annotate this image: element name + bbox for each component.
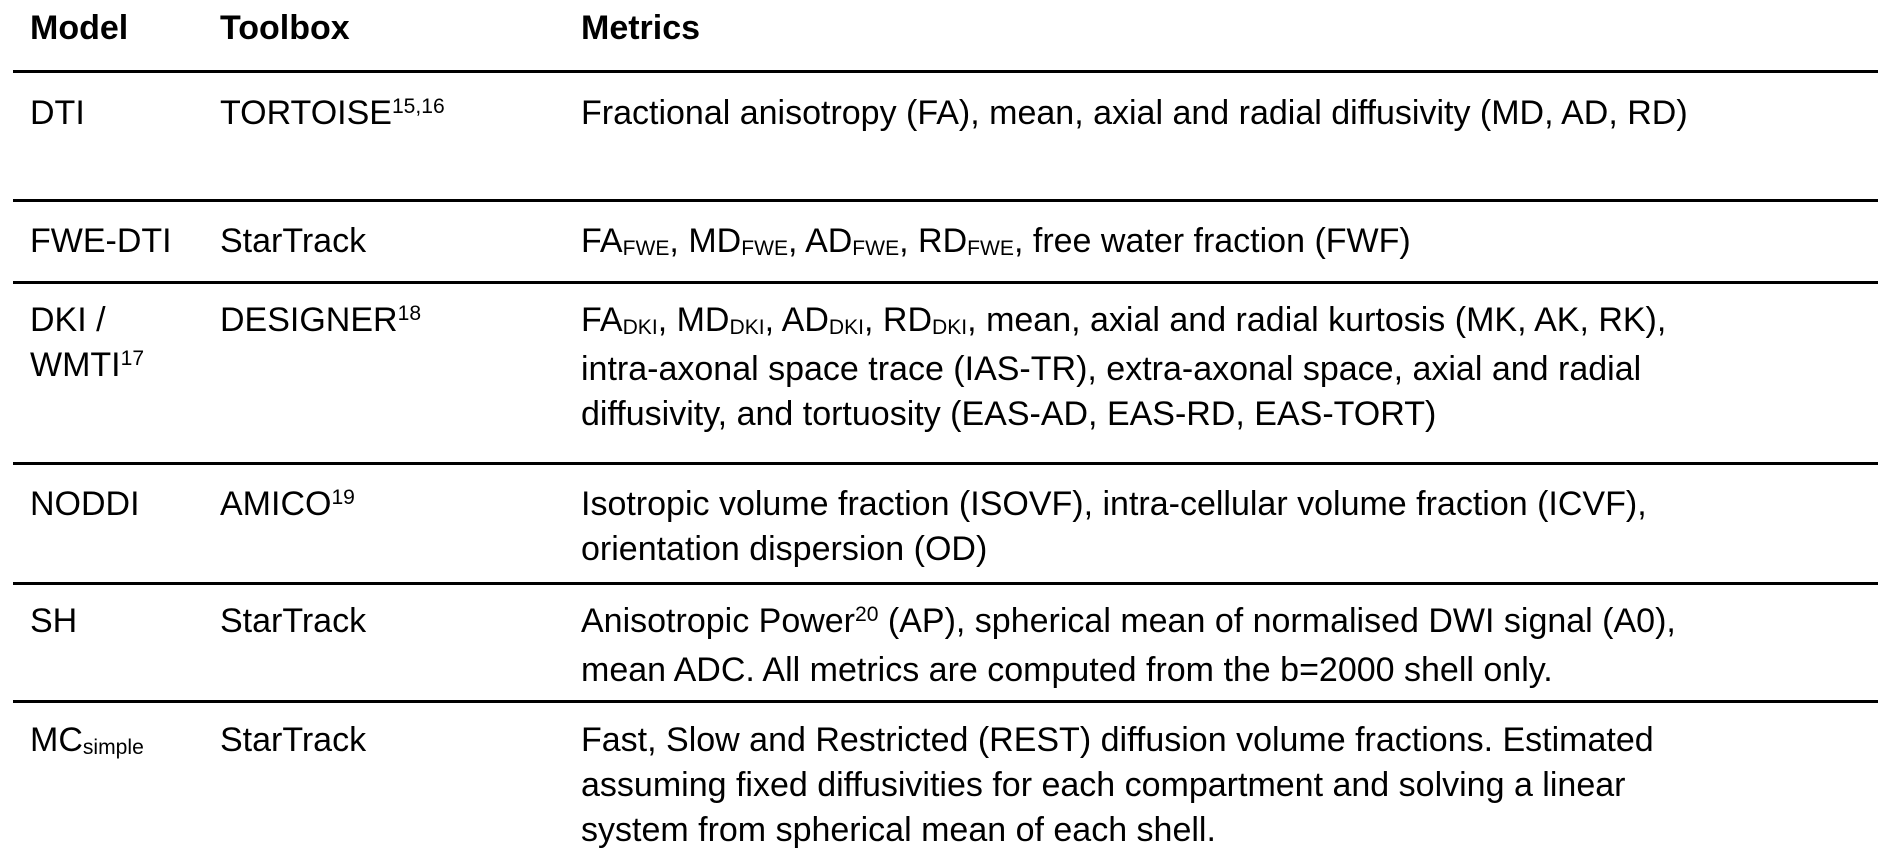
text-line: TORTOISE$^{15,16}$ <box>220 94 445 132</box>
text-line: DESIGNER$^{18}$ <box>220 301 422 339</box>
table-row <box>13 72 1878 201</box>
table-row <box>13 201 1878 283</box>
text-line: system from spherical mean of each shell. <box>581 811 1216 849</box>
cell-model <box>13 702 208 852</box>
cell-metrics <box>568 72 1878 201</box>
text-line: diffusivity, and tortuosity (EAS-AD, EAS-RD, EAS-TORT) <box>581 395 1437 433</box>
table-row <box>13 584 1878 702</box>
cell-model <box>13 584 208 702</box>
text-line: DKI / <box>30 301 106 339</box>
cell-model <box>13 72 208 201</box>
cell-toolbox <box>208 464 568 584</box>
cell-toolbox <box>208 584 568 702</box>
text-line: $FA_{DKI}$, $MD_{DKI}$, $AD_{DKI}$, $RD_{DKI}$, mean, axial and radial kurtosis (MK, AK, RK), <box>581 301 1667 339</box>
text-line: orientation dispersion (OD) <box>581 530 988 568</box>
cell-metrics <box>568 283 1878 464</box>
text-line: Fast, Slow and Restricted (REST) diffusion volume fractions. Estimated <box>581 721 1654 759</box>
models-toolboxes-metrics-table <box>13 0 1878 852</box>
text-line: Anisotropic Power$^{20}$ (AP), spherical mean of normalised DWI signal (A0), <box>581 602 1676 640</box>
text-line: Fractional anisotropy (FA), mean, axial and radial diffusivity (MD, AD, RD) <box>581 94 1688 132</box>
cell-metrics <box>568 464 1878 584</box>
text-line: $FA_{FWE}$, $MD_{FWE}$, $AD_{FWE}$, $RD_{FWE}$, free water fraction (FWF) <box>581 222 1411 260</box>
column-header-metrics: Metrics <box>568 0 1878 72</box>
cell-model <box>13 201 208 283</box>
cell-model <box>13 464 208 584</box>
column-header-toolbox: Toolbox <box>208 0 568 72</box>
text-line: AMICO$^{19}$ <box>220 485 355 523</box>
cell-model <box>13 283 208 464</box>
text-line: mean ADC. All metrics are computed from the b=2000 shell only. <box>581 651 1553 689</box>
text-line: intra-axonal space trace (IAS-TR), extra-axonal space, axial and radial <box>581 350 1642 388</box>
cell-toolbox <box>208 72 568 201</box>
table-row <box>13 464 1878 584</box>
text-line: assuming fixed diffusivities for each compartment and solving a linear <box>581 766 1626 804</box>
text-line: $MC_{simple}$ <box>30 721 144 759</box>
text-line: DTI <box>30 94 85 132</box>
text-line: SH <box>30 602 78 640</box>
cell-toolbox <box>208 702 568 852</box>
text-line: WMTI$^{17}$ <box>30 346 145 384</box>
text-line: StarTrack <box>220 721 367 759</box>
text-line: FWE-DTI <box>30 222 172 260</box>
column-header-model: Model <box>13 0 208 72</box>
cell-metrics <box>568 201 1878 283</box>
table-row <box>13 283 1878 464</box>
text-line: StarTrack <box>220 602 367 640</box>
table-header-row <box>13 0 1878 72</box>
cell-toolbox <box>208 201 568 283</box>
text-line: StarTrack <box>220 222 367 260</box>
text-line: NODDI <box>30 485 140 523</box>
cell-metrics <box>568 702 1878 852</box>
table-row <box>13 702 1878 852</box>
cell-metrics <box>568 584 1878 702</box>
text-line: Isotropic volume fraction (ISOVF), intra-cellular volume fraction (ICVF), <box>581 485 1647 523</box>
cell-toolbox <box>208 283 568 464</box>
